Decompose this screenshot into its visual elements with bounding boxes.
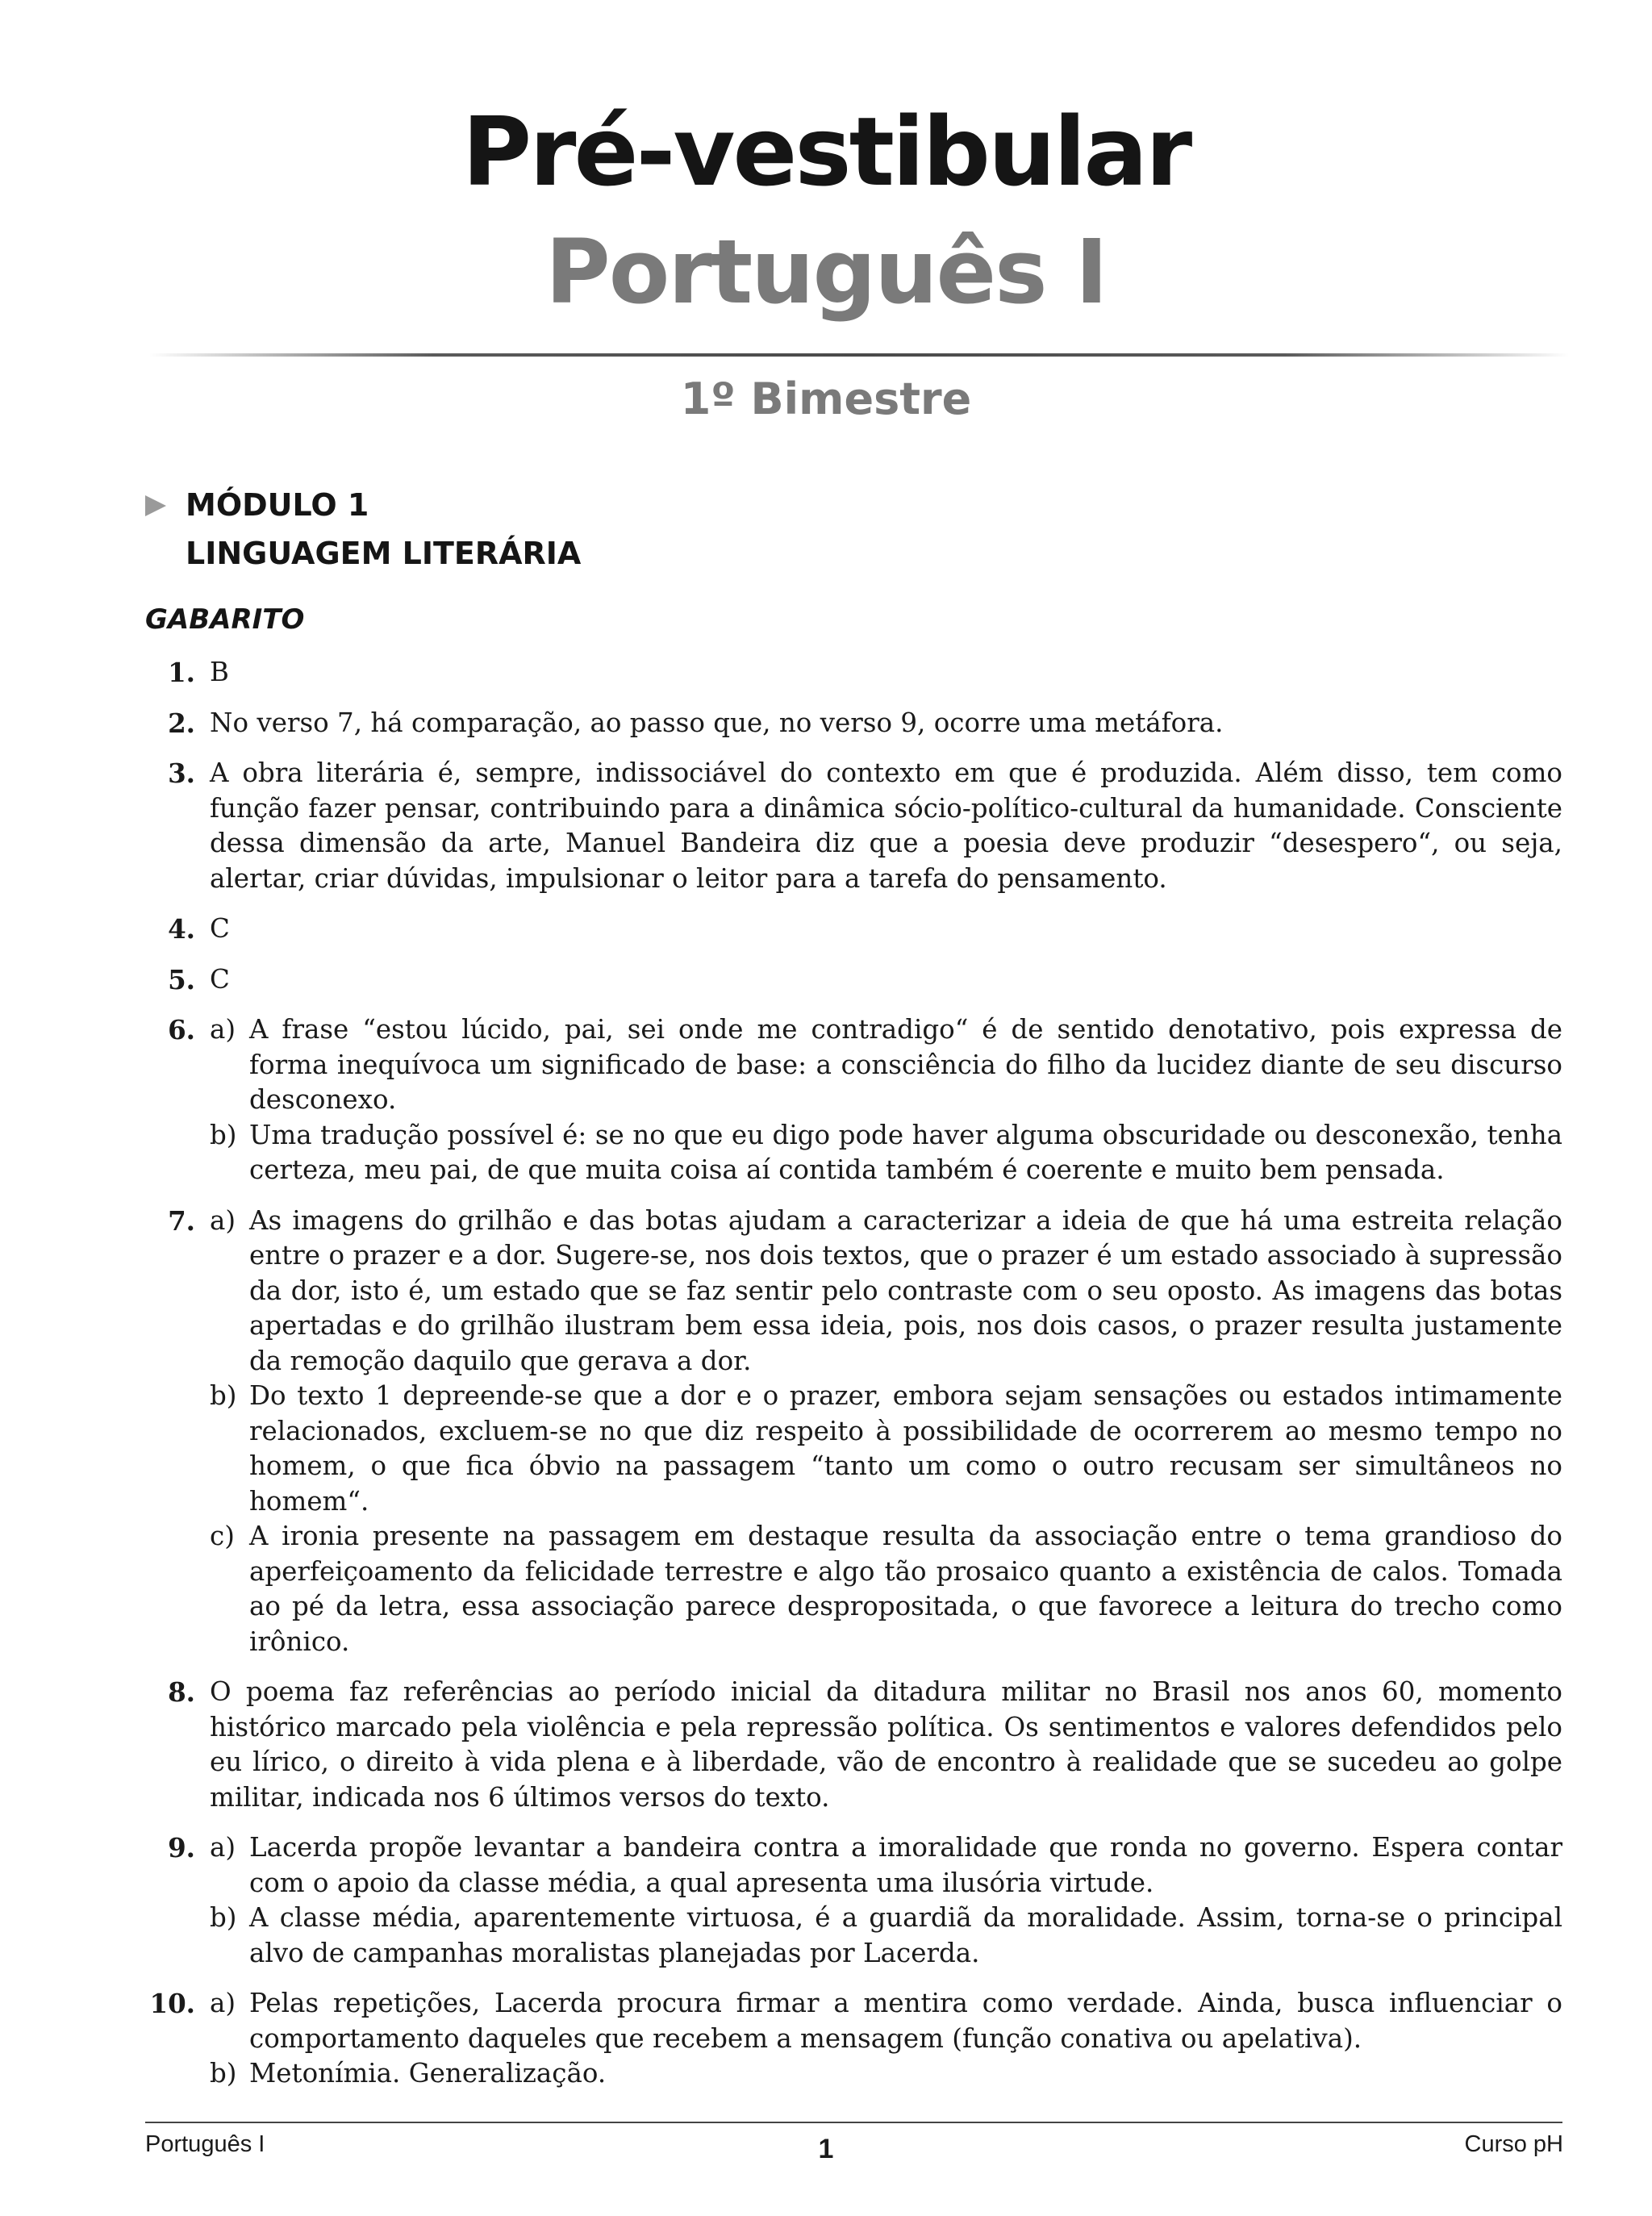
- answer-number: 9.: [168, 1832, 195, 1863]
- answer-item: [145, 655, 1562, 691]
- answer-item: [145, 1012, 1562, 1188]
- answer-subitem: [210, 1830, 1562, 1901]
- subitem-letter: c): [210, 1521, 235, 1551]
- subitem-text: A classe média, aparentemente virtuosa, é a guardiã da moralidade. Assim, torna-se o principal alvo de campanhas moralistas planejadas por Lacerda.: [249, 1902, 1562, 1968]
- answer-text: No verso 7, há comparação, ao passo que, no verso 9, ocorre uma metáfora.: [210, 707, 1224, 738]
- answer-number: 8.: [168, 1676, 195, 1708]
- answer-number: 5.: [168, 963, 195, 995]
- module-label: MÓDULO 1: [186, 487, 369, 523]
- answer-subitem: [210, 1118, 1562, 1188]
- answer-subitem: [210, 1204, 1562, 1379]
- period-heading: 1º Bimestre: [680, 374, 972, 424]
- subitem-text: Pelas repetições, Lacerda procura firmar a mentira como verdade. Ainda, busca influenciar o comportamento daqueles que recebem a mensagem (função conativa ou apelativa).: [249, 1988, 1562, 2054]
- answer-subitem: [210, 1012, 1562, 1118]
- answer-text: C: [210, 913, 230, 944]
- subitem-letter: a): [210, 1014, 236, 1045]
- section-label: GABARITO: [145, 603, 305, 636]
- answer-number: 2.: [168, 707, 195, 739]
- footer-subject: Português I: [145, 2131, 265, 2157]
- answer-item: [145, 1675, 1562, 1815]
- subitem-text: Lacerda propõe levantar a bandeira contra a imoralidade que ronda no governo. Espera contar com o apoio da classe média, a qual apresenta uma ilusória virtude.: [249, 1832, 1562, 1898]
- page-number: 1: [818, 2134, 834, 2164]
- answer-item: [145, 912, 1562, 947]
- subitem-letter: b): [210, 2058, 237, 2089]
- answer-subitem: [210, 1519, 1562, 1659]
- subitem-text: Do texto 1 depreende-se que a dor e o prazer, embora sejam sensações ou estados intimamente relacionados, excluem-se no que diz respeito à possibilidade de ocorrerem ao mesmo tempo no homem, o que fica óbvio na passagem “tanto um como o outro recusam ser simultâneos no homem“.: [249, 1380, 1562, 1517]
- answer-subitem: [210, 1901, 1562, 1971]
- answer-text: O poema faz referências ao período inicial da ditadura militar no Brasil nos anos 60, momento histórico marcado pela violência e pela repressão política. Os sentimentos e valores defendidos pelo eu lírico, o direito à vida plena e à liberdade, vão de encontro à realidade que se sucedeu ao golpe militar, indicada nos 6 últimos versos do texto.: [210, 1676, 1562, 1813]
- page-subtitle: Português I: [545, 220, 1107, 323]
- subitem-text: A frase “estou lúcido, pai, sei onde me contradigo“ é de sentido denotativo, pois expressa de forma inequívoca um significado de base: a consciência do filho da lucidez diante de seu discurso desconexo.: [249, 1014, 1562, 1115]
- answer-item: [145, 1830, 1562, 1971]
- subitem-letter: b): [210, 1380, 237, 1411]
- page-title: Pré-vestibular: [461, 96, 1191, 207]
- answer-item: [145, 756, 1562, 896]
- answer-item: [145, 1204, 1562, 1660]
- answer-list: [145, 655, 1562, 2107]
- subitem-text: Uma tradução possível é: se no que eu digo pode haver alguma obscuridade ou desconexão, tenha certeza, meu pai, de que muita coisa aí contida também é coerente e muito bem pensada.: [249, 1119, 1562, 1185]
- subitem-letter: b): [210, 1119, 237, 1150]
- subitem-letter: a): [210, 1988, 236, 2018]
- subitem-letter: b): [210, 1902, 237, 1933]
- answer-item: [145, 1986, 1562, 2092]
- answer-number: 4.: [168, 913, 195, 945]
- answer-number: 3.: [168, 757, 195, 789]
- footer-divider: [145, 2122, 1562, 2123]
- title-divider: [149, 353, 1569, 357]
- answer-subitem: [210, 2056, 1562, 2092]
- answer-text: C: [210, 963, 230, 995]
- subitem-text: Metonímia. Generalização.: [249, 2058, 607, 2089]
- answer-text: B: [210, 657, 229, 687]
- answer-subitem: [210, 1379, 1562, 1519]
- answer-number: 1.: [168, 657, 195, 688]
- answer-text: A obra literária é, sempre, indissociável do contexto em que é produzida. Além disso, tem como função fazer pensar, contribuindo para a dinâmica sócio-político-cultural da humanidade. Consciente dessa dimensão da arte, Manuel Bandeira diz que a poesia deve produzir “desespero“, ou seja, alertar, criar dúvidas, impulsionar o leitor para a tarefa do pensamento.: [210, 757, 1562, 894]
- answer-item: [145, 962, 1562, 998]
- answer-number: 10.: [149, 1988, 195, 2019]
- subitem-text: A ironia presente na passagem em destaque resulta da associação entre o tema grandioso do aperfeiçoamento da felicidade terrestre e algo tão prosaico quanto a existência de calos. Tomada ao pé da letra, essa associação parece despropositada, o que favorece a leitura do trecho como irônico.: [249, 1521, 1562, 1657]
- subitem-text: As imagens do grilhão e das botas ajudam a caracterizar a ideia de que há uma estreita relação entre o prazer e a dor. Sugere-se, nos dois textos, que o prazer é um estado associado à supressão da dor, isto é, um estado que se faz sentir pelo contraste com o seu oposto. As imagens das botas apertadas e do grilhão ilustram bem essa ideia, pois, nos dois casos, o prazer resulta justamente da remoção daquilo que gerava a dor.: [249, 1204, 1562, 1376]
- triangle-bullet-icon: [145, 495, 166, 516]
- answer-number: 7.: [168, 1204, 195, 1237]
- footer-course: Curso pH: [1464, 2131, 1563, 2157]
- subitem-letter: a): [210, 1832, 236, 1863]
- answer-item: [145, 706, 1562, 741]
- subitem-letter: a): [210, 1204, 236, 1236]
- module-heading: [145, 481, 581, 578]
- answer-subitem: [210, 1986, 1562, 2056]
- module-name: LINGUAGEM LITERÁRIA: [186, 536, 582, 571]
- answer-number: 6.: [168, 1014, 195, 1045]
